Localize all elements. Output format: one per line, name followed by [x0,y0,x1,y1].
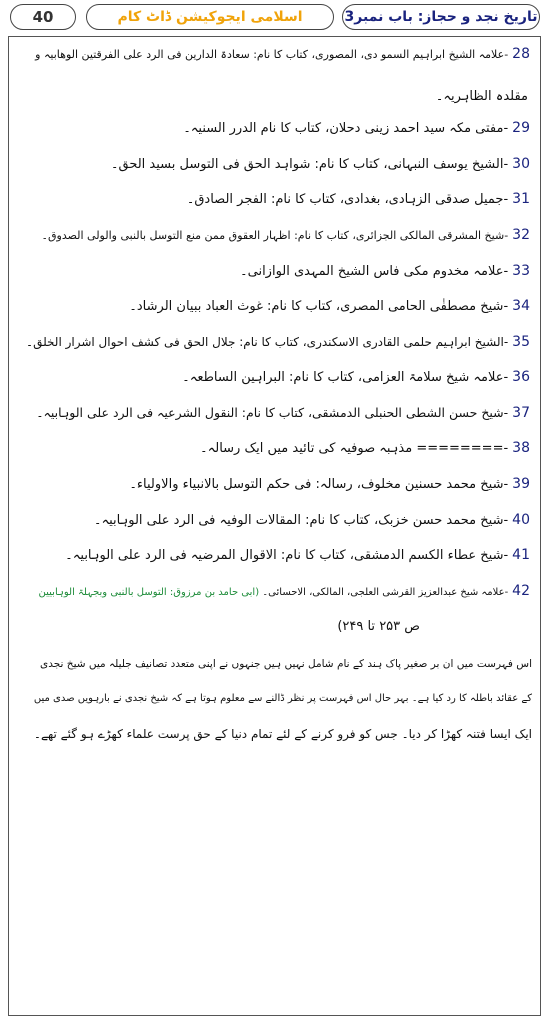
item-number: 31 [512,191,530,207]
chapter-title: تاریخ نجد و حجاز: باب نمبر3 [342,4,540,30]
item-text: شیخ محمد حسنین مخلوف، رسالہ: فی حکم التوسل بالانبیاء والاولیاء۔ [129,477,504,492]
citation-pages: ص ۲۵۳ تا ۲۴۹) [337,619,420,634]
item-text: الشیخ یوسف النبہانی، کتاب کا نام: شواہد الحق فی التوسل بسید الحق۔ [110,157,504,172]
list-item-continuation: مقلدہ الظاہریہ۔ [435,89,528,104]
item-number: 28 [512,46,530,62]
item-text: علامہ مخدوم مکی فاس الشیخ المہدی الوازانی۔ [240,264,504,279]
list-item: 35-الشیخ ابراہیم حلمی القادری الاسکندری، کتاب کا نام: جلال الحق فی کشف احوال اشرار الخلق۔ [26,334,530,350]
item-text: شیخ عطاء الکسم الدمشقی، کتاب کا نام: الاقوال المرضیہ فی الرد علی الوہابیہ۔ [65,548,504,563]
item-text: علامہ شیخ عبدالعزیز القرشی العلجی، المالکی، الاحسائی۔ [262,587,505,598]
item-number: 37 [512,405,530,421]
item-number: 34 [512,298,530,314]
list-item: 29-مفتی مکہ سید احمد زینی دحلان، کتاب کا نام الدرر السنیہ۔ [183,120,530,136]
list-item: 32-شیخ المشرقی المالکی الجزائری، کتاب کا نام: اظہار العقوق ممن منع التوسل بالنبی والولی الصدوق۔ [41,227,530,243]
item-text: علامہ شیخ سلامۃ العزامی، کتاب کا نام: البراہین الساطعہ۔ [182,370,504,385]
item-text: شیخ مصطفٰی الحامی المصری، کتاب کا نام: غوث العباد ببیان الرشاد۔ [129,299,504,314]
paragraph-line: کے عقائد باطلہ کا رد کیا ہے۔ بہر حال اس فہرست پر نظر ڈالنے سے معلوم ہوتا ہے کہ شیخ نجدی نے بارہویں صدی میں [33,693,532,704]
list-item: 31-جمیل صدقی الزہادی، بغدادی، کتاب کا نام: الفجر الصادق۔ [186,191,530,207]
item-number: 33 [512,263,530,279]
page-number: 40 [10,4,76,30]
item-text: الشیخ ابراہیم حلمی القادری الاسکندری، کتاب کا نام: جلال الحق فی کشف احوال اشرار الخلق۔ [26,335,504,349]
item-text: شیخ المشرقی المالکی الجزائری، کتاب کا نام: اظہار العقوق ممن منع التوسل بالنبی والولی الصدوق۔ [41,229,505,242]
item-number: 41 [512,547,530,563]
item-text: علامہ الشیخ ابراہیم السمو دی، المصوری، کتاب کا نام: سعادۃ الدارین فی الرد علی الفرقتین الوھابیہ و [35,48,505,61]
item-number: 38 [512,440,530,456]
item-text: جمیل صدقی الزہادی، بغدادی، کتاب کا نام: الفجر الصادق۔ [186,192,504,207]
item-number: 30 [512,156,530,172]
item-number: 32 [512,227,530,243]
list-item: 36-علامہ شیخ سلامۃ العزامی، کتاب کا نام: البراہین الساطعہ۔ [182,369,530,385]
item-number: 36 [512,369,530,385]
item-text: مفتی مکہ سید احمد زینی دحلان، کتاب کا نام الدرر السنیہ۔ [183,121,504,136]
list-item: 41-شیخ عطاء الکسم الدمشقی، کتاب کا نام: الاقوال المرضیہ فی الرد علی الوہابیہ۔ [65,547,530,563]
item-number: 35 [512,334,530,350]
item-number: 40 [512,512,530,528]
list-item: 38-======== مذہبہ صوفیہ کی تائید میں ایک رسالہ۔ [200,440,530,456]
list-item: 42-علامہ شیخ عبدالعزیز القرشی العلجی، المالکی، الاحسائی۔ (ابی حامد بن مرزوق: التوسل بالنبی وبجہلۃ الوہابیین [38,583,530,599]
item-number: 42 [512,583,530,599]
item-number: 39 [512,476,530,492]
paragraph-line: اس فہرست میں ان بر صغیر پاک ہند کے نام شامل نہیں ہیں جنہوں نے اپنی متعدد تصانیف جلیلہ میں شیخ نجدی [40,658,532,670]
item-number: 29 [512,120,530,136]
item-text: شیخ محمد حسن خزبک، کتاب کا نام: المقالات الوفیہ فی الرد علی الوہابیہ۔ [93,513,504,528]
citation: (ابی حامد بن مرزوق: التوسل بالنبی وبجہلۃ الوہابیین [38,587,260,598]
list-item: 39-شیخ محمد حسنین مخلوف، رسالہ: فی حکم التوسل بالانبیاء والاولیاء۔ [129,476,530,492]
list-item: 40-شیخ محمد حسن خزبک، کتاب کا نام: المقالات الوفیہ فی الرد علی الوہابیہ۔ [93,512,530,528]
item-text: شیخ حسن الشطی الحنبلی الدمشقی، کتاب کا نام: النقول الشرعیہ فی الرد علی الوہابیہ۔ [36,405,504,420]
item-text: ======== مذہبہ صوفیہ کی تائید میں ایک رسالہ۔ [200,441,504,456]
list-item: 34-شیخ مصطفٰی الحامی المصری، کتاب کا نام: غوث العباد ببیان الرشاد۔ [129,298,530,314]
paragraph-line: ایک ایسا فتنہ کھڑا کر دیا۔ جس کو فرو کرنے کے لئے تمام دنیا کے حق پرست علماء کھڑے ہو گئے تھے۔ [33,727,532,741]
list-item: 28-علامہ الشیخ ابراہیم السمو دی، المصوری، کتاب کا نام: سعادۃ الدارین فی الرد علی الفرقتین الوھابیہ و [35,46,530,62]
list-item: 33-علامہ مخدوم مکی فاس الشیخ المہدی الوازانی۔ [240,263,530,279]
site-name: اسلامی ایجوکیشن ڈاٹ کام [86,4,334,30]
list-item: 30-الشیخ یوسف النبہانی، کتاب کا نام: شواہد الحق فی التوسل بسید الحق۔ [110,156,530,172]
list-item: 37-شیخ حسن الشطی الحنبلی الدمشقی، کتاب کا نام: النقول الشرعیہ فی الرد علی الوہابیہ۔ [36,405,530,421]
page-header [8,4,542,32]
